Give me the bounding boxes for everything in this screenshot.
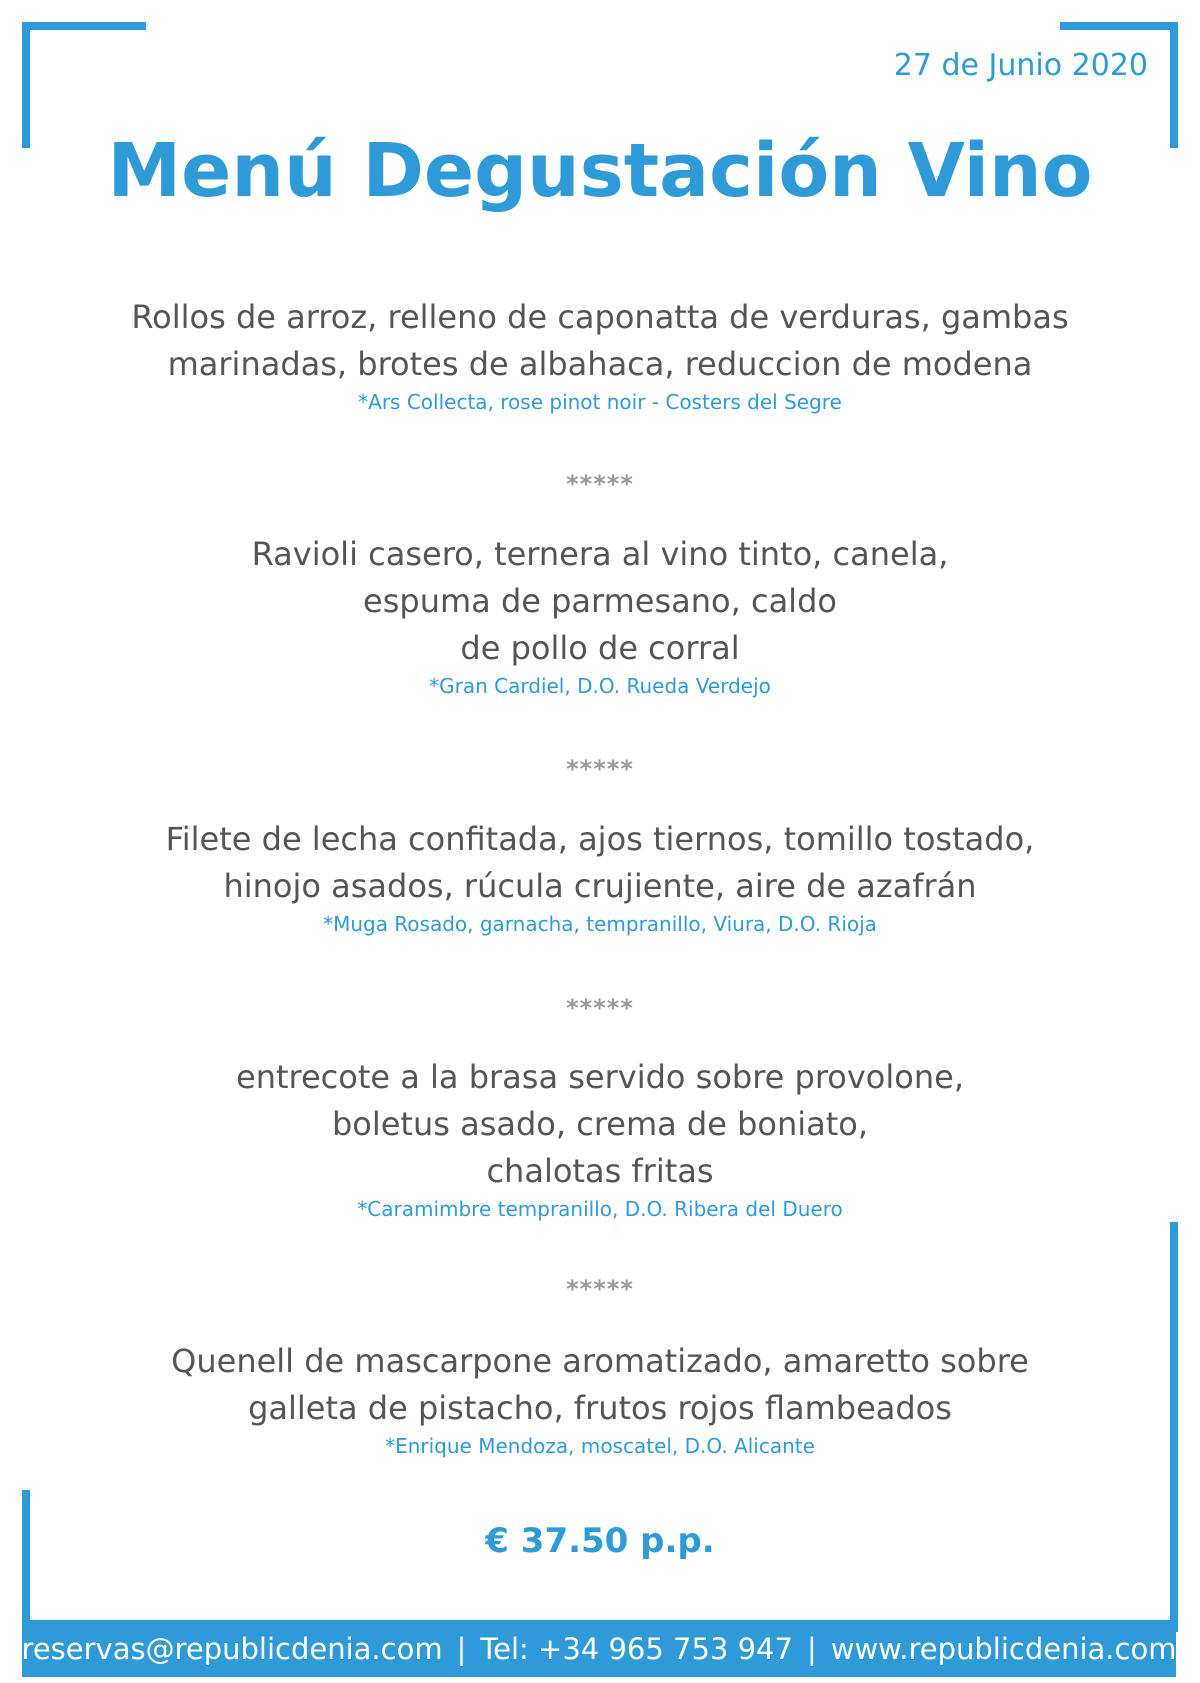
footer-phone-link[interactable]: Tel: +34 965 753 947 (480, 1631, 793, 1666)
footer-divider: | (806, 1631, 817, 1666)
menu-title: Menú Degustación Vino (107, 128, 1093, 214)
menu-price: € 37.50 p.p. (485, 1521, 715, 1561)
separator-4: ***** (566, 1275, 634, 1303)
contact-footer (22, 1620, 1176, 1677)
footer-website-link[interactable]: www.republicdenia.com (830, 1631, 1177, 1666)
course-3 (80, 816, 1120, 936)
course-1-dish: Rollos de arroz, relleno de caponatta de verduras, gambas marinadas, brotes de albahaca, reduccion de modena (131, 298, 1069, 383)
course-4-wine: *Caramimbre tempranillo, D.O. Ribera del Duero (357, 1197, 843, 1221)
course-2-dish: Ravioli casero, ternera al vino tinto, canela, espuma de parmesano, caldo de pollo de corral (251, 535, 949, 667)
course-2 (80, 531, 1120, 698)
course-3-dish: Filete de lecha confitada, ajos tiernos, tomillo tostado, hinojo asados, rúcula crujiente, aire de azafrán (165, 820, 1035, 905)
course-2-wine: *Gran Cardiel, D.O. Rueda Verdejo (429, 674, 771, 698)
course-5-wine: *Enrique Mendoza, moscatel, D.O. Alicante (385, 1434, 815, 1458)
course-4-dish: entrecote a la brasa servido sobre provolone, boletus asado, crema de boniato, chalotas fritas (236, 1058, 964, 1190)
course-5-dish: Quenell de mascarpone aromatizado, amaretto sobre galleta de pistacho, frutos rojos flambeados (171, 1342, 1029, 1427)
course-3-wine: *Muga Rosado, garnacha, tempranillo, Viura, D.O. Rioja (323, 912, 877, 936)
frame-top-left-horizontal (22, 22, 146, 30)
footer-email-link[interactable]: reservas@republicdenia.com (21, 1631, 443, 1666)
frame-top-right-horizontal (1060, 22, 1178, 30)
separator-1: ***** (566, 470, 634, 498)
course-1 (80, 294, 1120, 414)
separator-3: ***** (566, 994, 634, 1022)
footer-divider: | (456, 1631, 467, 1666)
separator-2: ***** (566, 755, 634, 783)
menu-date: 27 de Junio 2020 (893, 48, 1148, 83)
course-4 (80, 1054, 1120, 1221)
course-1-wine: *Ars Collecta, rose pinot noir - Costers del Segre (358, 390, 842, 414)
course-5 (80, 1338, 1120, 1458)
